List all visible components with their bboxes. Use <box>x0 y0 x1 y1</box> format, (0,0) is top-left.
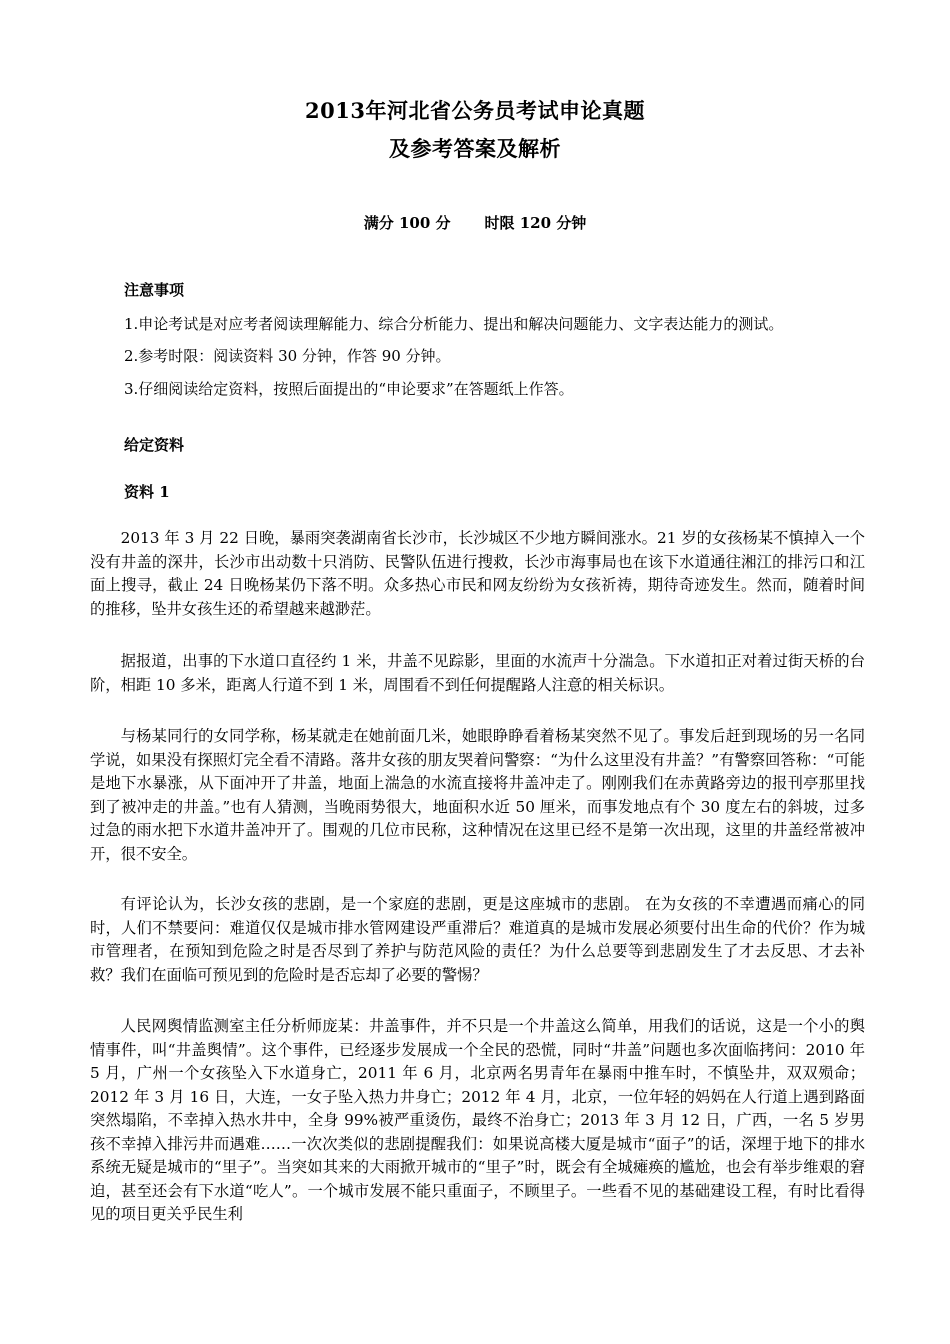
material-paragraph: 有评论认为，长沙女孩的悲剧，是一个家庭的悲剧，更是这座城市的悲剧。 在为女孩的不幸遭遇而痛心的同时，人们不禁要问：难道仅仅是城市排水管网建设严重滞后？难道真的是城市发展必须要付出生命的代价？作为城市管理者，在预知到危险之时是否尽到了养护与防范风险的责任？为什么总要等到悲剧发生了才去反思、才去补救？我们在面临可预见到的危险时是否忘却了必要的警惕？ <box>90 895 865 984</box>
material-paragraph: 与杨某同行的女同学称，杨某就走在她前面几米，她眼睁睁看着杨某突然不见了。事发后赶到现场的另一名同学说，如果没有探照灯完全看不清路。落井女孩的朋友哭着问警察：“为什么这里没有井盖？”有警察回答称：“可能是地下水暴涨，从下面冲开了井盖，地面上湍急的水流直接将井盖冲走了。刚刚我们在赤黄路旁边的报刊亭那里找到了被冲走的井盖。”也有人猜测，当晚雨势很大，地面积水近 50 厘米，而事发地点有个 30 度左右的斜坡，过多过急的雨水把下水道井盖冲开了。围观的几位市民称，这种情况在这里已经不是第一次出现，这里的井盖经常被冲开，很不安全。 <box>90 727 865 863</box>
materials-heading: 给定资料 <box>124 436 185 454</box>
notice-heading: 注意事项 <box>124 281 185 299</box>
document-title: 2013年河北省公务员考试申论真题 <box>305 98 645 123</box>
material-1-heading: 资料 1 <box>124 483 170 501</box>
time-limit-label: 时限 120 分钟 <box>484 214 587 232</box>
material-paragraph: 人民网舆情监测室主任分析师庞某：井盖事件，并不只是一个井盖这么简单，用我们的话说，这是一个小的舆情事件，叫“井盖舆情”。这个事件，已经逐步发展成一个全民的恐慌，同时“井盖”问题也多次面临拷问：2010 年 5 月，广州一个女孩坠入下水道身亡，2011 年 6 月，北京两名男青年在暴雨中推车时，不慎坠井，双双殒命；2012 年 3 月 16 日，大连，一女子坠入热力井身亡；2012 年 4 月，北京，一位年轻的妈妈在人行道上遇到路面突然塌陷，不幸掉入热水井中，全身 99%被严重烫伤，最终不治身亡；2013 年 3 月 12 日，广西，一名 5 岁男孩不幸掉入排污井而遇难……一次次类似的悲剧提醒我们：如果说高楼大厦是城市“面子”的话，深埋于地下的排水系统无疑是城市的“里子”。当突如其来的大雨掀开城市的“里子”时，既会有全城瘫痪的尴尬，也会有举步维艰的窘迫，甚至还会有下水道“吃人”。一个城市发展不能只重面子，不顾里子。一些看不见的基础建设工程，有时比看得见的项目更关乎民生利 <box>90 1017 865 1223</box>
notice-item: 3.仔细阅读给定资料，按照后面提出的“申论要求”在答题纸上作答。 <box>124 380 574 398</box>
notice-item: 2.参考时限：阅读资料 30 分钟，作答 90 分钟。 <box>124 347 451 365</box>
material-paragraph: 2013 年 3 月 22 日晚，暴雨突袭湖南省长沙市，长沙城区不少地方瞬间涨水。21 岁的女孩杨某不慎掉入一个没有井盖的深井，长沙市出动数十只消防、民警队伍进行搜救，长沙市海事局也在该下水道通往湘江的排污口和江面上搜寻，截止 24 日晚杨某仍下落不明。众多热心市民和网友纷纷为女孩祈祷，期待奇迹发生。然而，随着时间的推移，坠井女孩生还的希望越来越渺茫。 <box>90 529 865 618</box>
document-subtitle: 及参考答案及解析 <box>389 136 561 161</box>
exam-meta <box>0 210 950 236</box>
notice-item: 1.申论考试是对应考者阅读理解能力、综合分析能力、提出和解决问题能力、文字表达能力的测试。 <box>124 315 784 333</box>
score-label: 满分 100 分 <box>363 214 451 232</box>
material-paragraph: 据报道，出事的下水道口直径约 1 米，井盖不见踪影，里面的水流声十分湍急。下水道扣正对着过街天桥的台阶，相距 10 多米，距离人行道不到 1 米，周围看不到任何提醒路人注意的相关标识。 <box>90 652 865 694</box>
